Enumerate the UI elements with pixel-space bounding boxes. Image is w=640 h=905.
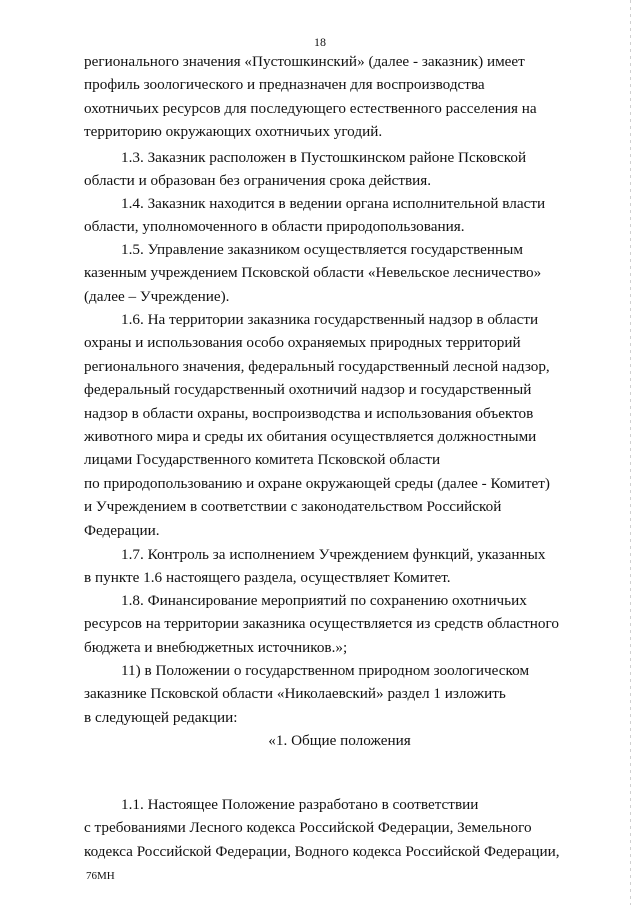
paragraph-item-11: [84, 659, 595, 729]
text-line: и Учреждением в соответствии с законодательством Российской: [84, 498, 502, 516]
text-line: профиль зоологического и предназначен для воспроизводства: [84, 76, 485, 94]
text-line: в следующей редакции:: [84, 708, 238, 726]
paragraph-1-1: [84, 793, 595, 863]
paragraph-1-3: [84, 146, 595, 193]
paragraph-1-8: [84, 589, 595, 659]
text-line: 1.1. Настоящее Положение разработано в соответствии: [121, 796, 479, 813]
paragraph-1-7: [84, 543, 595, 590]
scan-edge-line: [630, 0, 631, 905]
text-line: 1.7. Контроль за исполнением Учреждением функций, указанных: [121, 546, 546, 563]
text-line: заказнике Псковской области «Николаевский» раздел 1 изложить: [84, 685, 506, 703]
text-line: в пункте 1.6 настоящего раздела, осуществляет Комитет.: [84, 569, 451, 587]
document-code: 76МН: [86, 870, 115, 882]
text-line: кодекса Российской Федерации, Водного кодекса Российской Федерации,: [84, 842, 560, 860]
section-heading: «1. Общие положения: [268, 732, 411, 749]
text-line: с требованиями Лесного кодекса Российской Федерации, Земельного: [84, 819, 532, 837]
text-line: лицами Государственного комитета Псковской области: [84, 451, 441, 469]
text-line: территорию окружающих охотничьих угодий.: [84, 123, 383, 141]
paragraph-1-6: [84, 308, 595, 542]
text-line: казенным учреждением Псковской области «Невельское лесничество»: [84, 264, 542, 282]
text-line: (далее – Учреждение).: [84, 287, 230, 305]
text-line: 11) в Положении о государственном природном зоологическом: [121, 662, 530, 679]
text-line: Федерации.: [84, 521, 160, 539]
text-line: охраны и использования особо охраняемых природных территорий: [84, 334, 521, 352]
text-line: регионального значения, федеральный государственный лесной надзор,: [84, 357, 550, 375]
text-line: 1.3. Заказник расположен в Пустошкинском районе Псковской: [121, 149, 527, 166]
text-line: по природопользованию и охране окружающей среды (далее - Комитет): [84, 474, 550, 492]
page-number: 18: [314, 35, 326, 49]
text-line: охотничьих ресурсов для последующего естественного расселения на: [84, 99, 537, 117]
text-line: области и образован без ограничения срока действия.: [84, 172, 432, 190]
text-line: 1.4. Заказник находится в ведении органа исполнительной власти: [121, 195, 546, 212]
paragraph-1-5: [84, 238, 595, 308]
text-line: животного мира и среды их обитания осуществляется должностными: [84, 428, 537, 446]
text-line: области, уполномоченного в области природопользования.: [84, 218, 465, 236]
paragraph-continuation: [84, 50, 595, 144]
text-line: бюджета и внебюджетных источников.»;: [84, 638, 348, 656]
text-line: надзор в области охраны, воспроизводства и использования объектов: [84, 404, 534, 422]
text-line: регионального значения «Пустошкинский» (далее - заказник) имеет: [84, 53, 525, 70]
paragraph-1-4: [84, 192, 595, 239]
text-line: 1.8. Финансирование мероприятий по сохранению охотничьих: [121, 592, 527, 609]
text-line: 1.5. Управление заказником осуществляется государственным: [121, 241, 523, 258]
text-line: ресурсов на территории заказника осуществляется из средств областного: [84, 615, 559, 633]
text-line: федеральный государственный охотничий надзор и государственный: [84, 381, 532, 399]
text-line: 1.6. На территории заказника государственный надзор в области: [121, 311, 539, 328]
